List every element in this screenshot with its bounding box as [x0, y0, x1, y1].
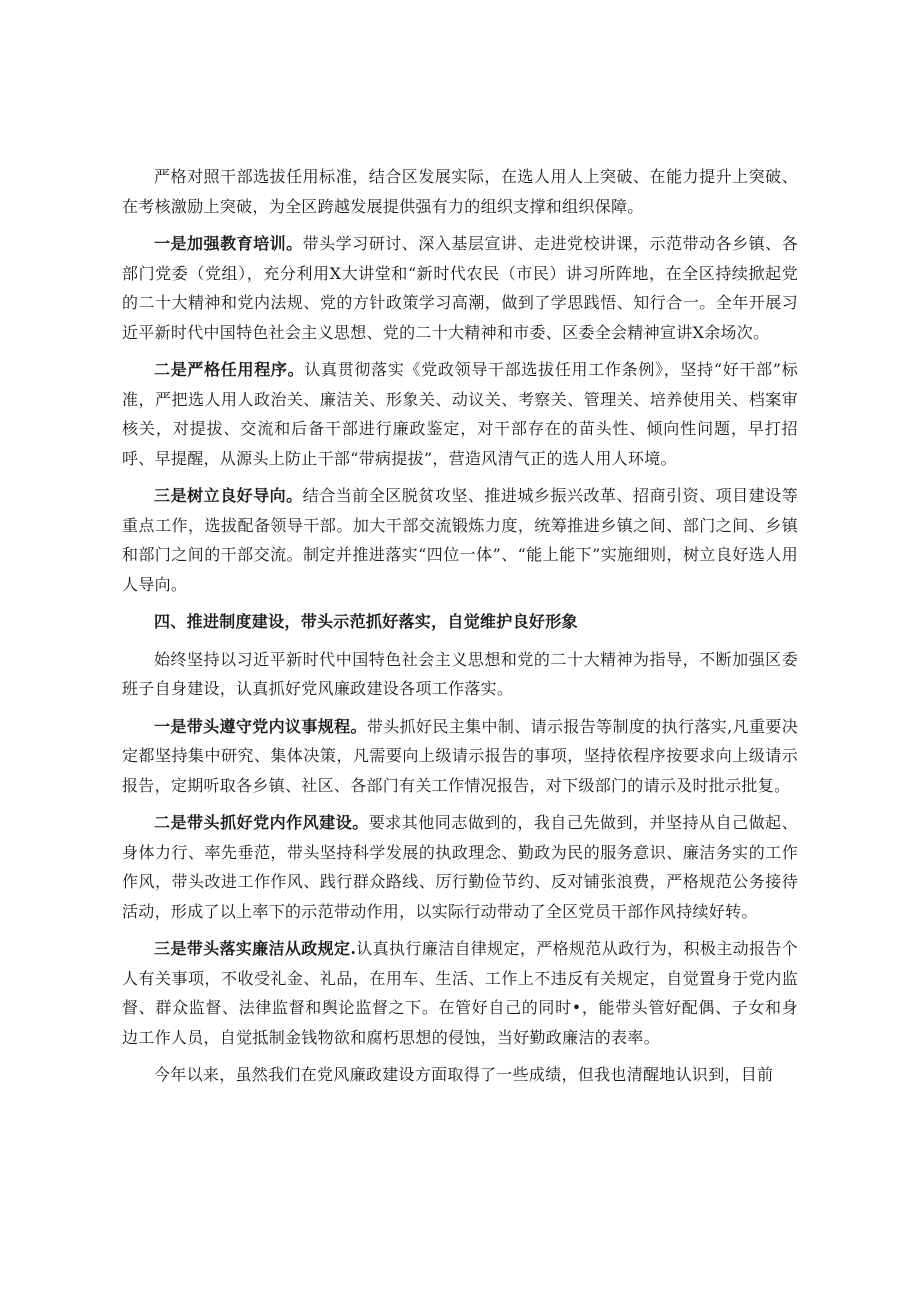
paragraph-clean-governance: [122, 934, 798, 1052]
paragraph-intro: [122, 162, 798, 221]
paragraph-text: 严格对照干部选拔任用标准，结合区发展实际，在选人用人上突破、在能力提升上突破、在考核激励上突破，为全区跨越发展提供强有力的组织支撑和组织保障。: [122, 167, 798, 216]
paragraph-party-rules: [122, 712, 798, 801]
paragraph-text: 带头学习研讨、深入基层宣讲、走进党校讲课，示范带动各乡镇、各部门党委（党组），充分利用X大讲堂和“新时代农民（市民）讲习所阵地，在全区持续掀起党的二十大精神和党内法规、党的方针政策学习高潮，做到了学思践悟、知行合一。全年开展习近平新时代中国特色社会主义思想、党的二十大精神和市委、区委全会精神宣讲X余场次。: [122, 234, 798, 342]
paragraph-text: 要求其他同志做到的，我自己先做到，并坚持从自己做起、身体力行、率先垂范，带头坚持科学发展的执政理念、勤政为民的服务意识、廉洁务实的工作作风，带头改进工作作风、践行群众路线、厉行勤俭节约、反对铺张浪费，严格规范公务接待活动，形成了以上率下的示范带动作用，以实际行动带动了全区党员干部作风持续好转。: [122, 813, 798, 921]
section-heading: 四、推进制度建设，带头示范抓好落实，自觉维护良好形象: [154, 612, 578, 631]
paragraph-appointment-procedure: [122, 355, 798, 473]
paragraph-lead: 一是加强教育培训。: [154, 234, 303, 253]
paragraph-text: 认真贯彻落实《党政领导干部选拔任用工作条例》，坚持“好干部”标准，严把选人用人政治关、廉洁关、形象关、动议关、考察关、管理关、培养使用关、档案审核关，对提拔、交流和后备干部进行廉政鉴定，对干部存在的苗头性、倾向性问题，早打招呼、早提醒，从源头上防止干部“带病提拔”，营造风清气正的选人用人环境。: [122, 360, 798, 468]
document-page: [122, 162, 798, 1098]
paragraph-lead: 三是带头落实廉洁从政规定.: [154, 939, 357, 958]
paragraph-section-intro: [122, 645, 798, 704]
paragraph-text: 认真执行廉洁自律规定，严格规范从政行为，积极主动报告个人有关事项，不收受礼金、礼品，在用车、生活、工作上不违反有关规定，自觉置身于党内监督、群众监督、法律监督和舆论监督之下。在管好自己的同时•，能带头管好配偶、子女和身边工作人员，自觉抵制金钱物欲和腐朽思想的侵蚀，当好勤政廉洁的表率。: [122, 939, 798, 1047]
paragraph-education-training: [122, 229, 798, 347]
paragraph-closing: [122, 1060, 798, 1090]
paragraph-lead: 一是带头遵守党内议事规程。: [154, 716, 367, 736]
paragraph-work-style: [122, 808, 798, 926]
paragraph-text: 带头抓好民主集中制、请示报告等制度的执行落实,凡重要决定都坚持集中研究、集体决策，凡需要向上级请示报告的事项，坚持依程序按要求向上级请示报告，定期听取各乡镇、社区、各部门有关工作情况报告，对下级部门的请示及时批示批复。: [122, 716, 798, 795]
paragraph-text: 结合当前全区脱贫攻坚、推进城乡振兴改革、招商引资、项目建设等重点工作，选拔配备领导干部。加大干部交流锻炼力度，统筹推进乡镇之间、部门之间、乡镇和部门之间的干部交流。制定并推进落实“四位一体”、“能上能下”实施细则，树立良好选人用人导向。: [122, 486, 798, 594]
paragraph-lead: 二是带头抓好党内作风建设。: [154, 813, 369, 832]
paragraph-lead: 三是树立良好导向。: [154, 486, 303, 505]
paragraph-good-orientation: [122, 481, 798, 599]
paragraph-text: 今年以来，虽然我们在党风廉政建设方面取得了一些成绩，但我也清醒地认识到，目前: [154, 1065, 774, 1084]
paragraph-text: 始终坚持以习近平新时代中国特色社会主义思想和党的二十大精神为指导，不断加强区委班子自身建设，认真抓好党风廉政建设各项工作落实。: [122, 649, 798, 698]
paragraph-lead: 二是严格任用程序。: [154, 360, 305, 379]
